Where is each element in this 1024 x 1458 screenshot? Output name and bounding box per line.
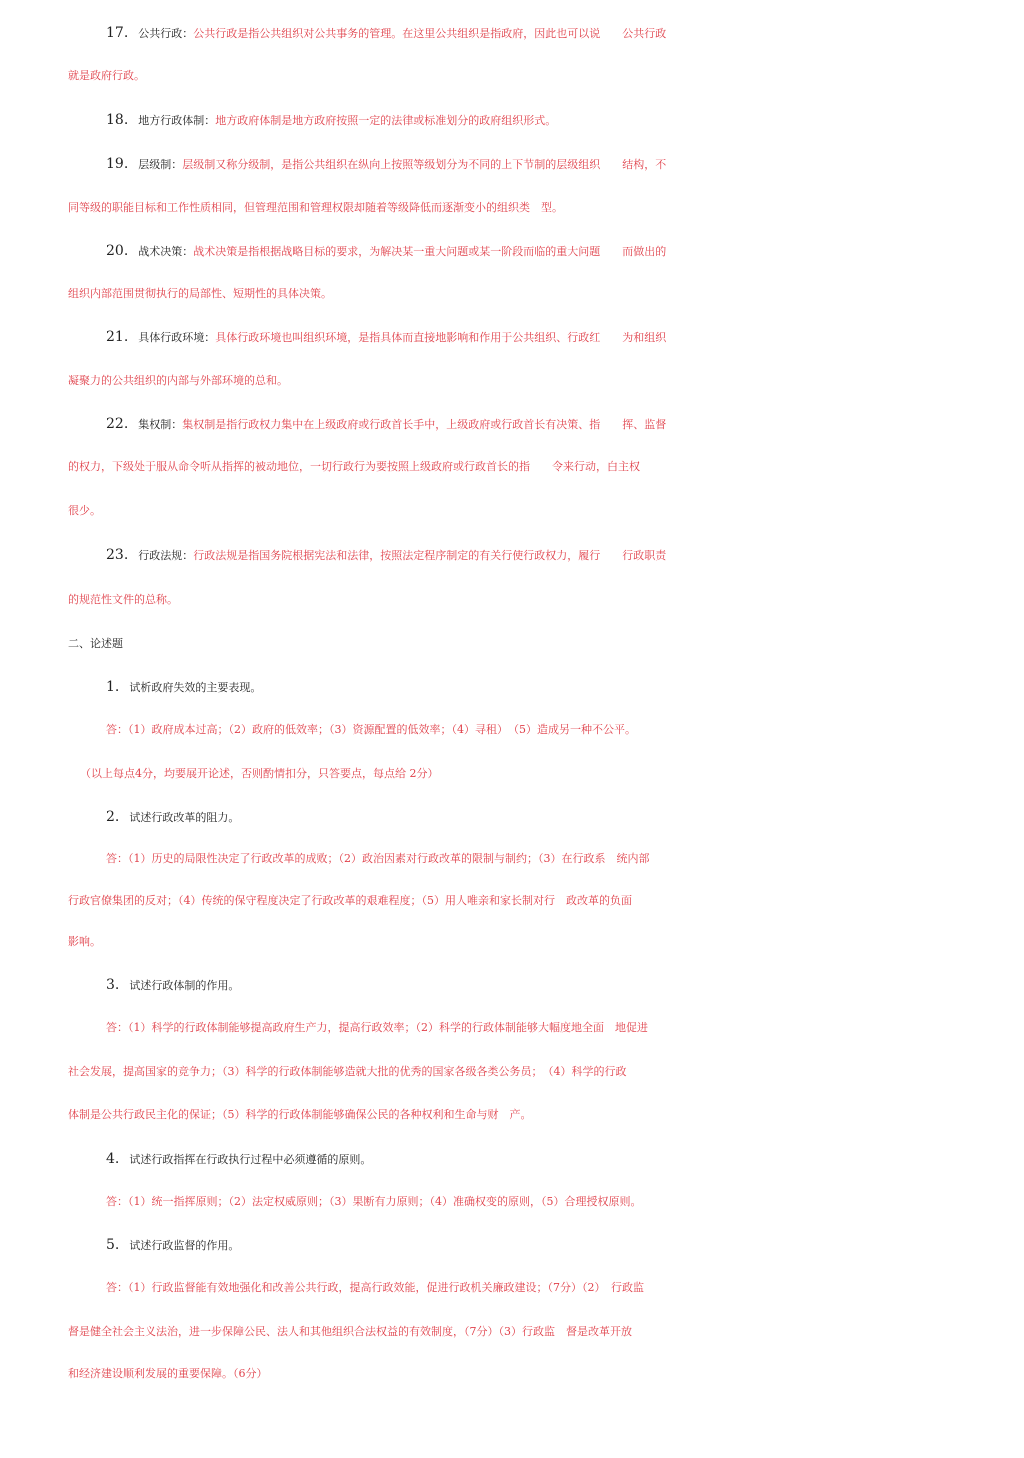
- question-text: 试析政府失效的主要表现。: [129, 681, 262, 694]
- definition-term: 地方行政体制：: [138, 114, 216, 127]
- definition-number: 23.: [106, 547, 129, 563]
- definition-number: 18.: [106, 112, 129, 128]
- question-text: 试述行政指挥在行政执行过程中必须遵循的原则。: [129, 1153, 372, 1166]
- question-5-answer-line3: 和经济建设顺利发展的重要保障。（6分）: [68, 1367, 268, 1380]
- question-2-answer-line2: 行政官僚集团的反对；（4）传统的保守程度决定了行政改革的艰难程度；（5）用人唯亲和家长制对行 政改革的负面: [68, 894, 632, 907]
- definition-number: 20.: [106, 243, 129, 259]
- definition-text: 战术决策是指根据战略目标的要求，为解决某一重大问题或某一阶段而临的重大问题 而做出的: [193, 245, 667, 258]
- question-3-answer-line1: 答：（1）科学的行政体制能够提高政府生产力，提高行政效率；（2）科学的行政体制能够大幅度地全面 地促进: [106, 1021, 648, 1034]
- definition-term: 层级制：: [138, 158, 183, 171]
- definition-21-line1: [0, 325, 1024, 349]
- definition-term: 集权制：: [138, 418, 183, 431]
- question-5: [0, 1233, 1024, 1257]
- definition-20-line2: 组织内部范围贯彻执行的局部性、短期性的具体决策。: [68, 287, 332, 300]
- question-2-answer-line1: 答：（1）历史的局限性决定了行政改革的成败；（2）政治因素对行政改革的限制与制约；（3）在行政系 统内部: [106, 852, 650, 865]
- definition-term: 战术决策：: [138, 245, 194, 258]
- definition-term: 公共行政：: [138, 27, 194, 40]
- definition-20-line1: [0, 239, 1024, 263]
- question-5-answer-line1: 答：（1）行政监督能有效地强化和改善公共行政，提高行政效能，促进行政机关廉政建设；（7分）（2） 行政监: [106, 1281, 644, 1294]
- question-1-answer-line2: （以上每点4分，均要展开论述，否则酌情扣分，只答要点，每点给 2分）: [80, 767, 439, 780]
- definition-19-line2: 同等级的职能目标和工作性质相同，但管理范围和管理权限却随着等级降低而逐渐变小的组织类 型。: [68, 201, 563, 214]
- question-5-answer-line2: 督是健全社会主义法治，进一步保障公民、法人和其他组织合法权益的有效制度，（7分）（3）行政监 督是改革开放: [68, 1325, 632, 1338]
- definition-18-line1: [0, 108, 1024, 132]
- definition-21-line2: 凝聚力的公共组织的内部与外部环境的总和。: [68, 374, 288, 387]
- question-2: [0, 805, 1024, 829]
- question-number: 4.: [106, 1151, 120, 1167]
- question-number: 1.: [106, 679, 120, 695]
- definition-text: 具体行政环境也叫组织环境，是指具体而直接地影响和作用于公共组织、行政红 为和组织: [215, 331, 667, 344]
- definition-23-line2: 的规范性文件的总称。: [68, 593, 178, 606]
- definition-text: 集权制是指行政权力集中在上级政府或行政首长手中，上级政府或行政首长有决策、指 挥、监督: [182, 418, 667, 431]
- question-number: 2.: [106, 809, 120, 825]
- question-text: 试述行政体制的作用。: [129, 979, 240, 992]
- question-number: 5.: [106, 1237, 120, 1253]
- section-heading: 二、论述题: [68, 637, 123, 650]
- question-1-answer-line1: 答：（1）政府成本过高；（2）政府的低效率；（3）资源配置的低效率；（4）寻租） （5）造成另一种不公平。: [106, 723, 636, 736]
- definition-term: 具体行政环境：: [138, 331, 216, 344]
- definition-17-line1: [0, 21, 1024, 45]
- question-text: 试述行政监督的作用。: [129, 1239, 240, 1252]
- definition-text: 层级制又称分级制，是指公共组织在纵向上按照等级划分为不同的上下节制的层级组织 结构，不: [182, 158, 667, 171]
- definition-number: 19.: [106, 156, 129, 172]
- definition-number: 22.: [106, 416, 129, 432]
- question-number: 3.: [106, 977, 120, 993]
- definition-term: 行政法规：: [138, 549, 194, 562]
- definition-23-line1: [0, 543, 1024, 567]
- question-3: [0, 973, 1024, 997]
- definition-text: 行政法规是指国务院根据宪法和法律，按照法定程序制定的有关行使行政权力，履行 行政职责: [193, 549, 667, 562]
- definition-17-line2: 就是政府行政。: [68, 69, 145, 82]
- question-3-answer-line3: 体制是公共行政民主化的保证；（5）科学的行政体制能够确保公民的各种权利和生命与财 产。: [68, 1108, 532, 1121]
- definition-number: 21.: [106, 329, 129, 345]
- question-2-answer-line3: 影响。: [68, 935, 101, 948]
- definition-number: 17.: [106, 25, 129, 41]
- definition-22-line3: 很少。: [68, 504, 101, 517]
- question-4-answer-line1: 答：（1）统一指挥原则；（2）法定权威原则；（3）果断有力原则；（4）准确权变的原则，（5）合理授权原则。: [106, 1195, 642, 1208]
- question-4: [0, 1147, 1024, 1171]
- definition-text: 公共行政是指公共组织对公共事务的管理。在这里公共组织是指政府，因此也可以说 公共行政: [193, 27, 667, 40]
- definition-19-line1: [0, 152, 1024, 176]
- question-text: 试述行政改革的阻力。: [129, 811, 240, 824]
- definition-text: 地方政府体制是地方政府按照一定的法律或标准划分的政府组织形式。: [215, 114, 557, 127]
- question-1: [0, 675, 1024, 699]
- definition-22-line1: [0, 412, 1024, 436]
- definition-22-line2: 的权力，下级处于服从命令听从指挥的被动地位，一切行政行为要按照上级政府或行政首长的指 令来行动，白主权: [68, 460, 640, 473]
- question-3-answer-line2: 社会发展，提高国家的竞争力；（3）科学的行政体制能够造就大批的优秀的国家各级各类公务员； （4）科学的行政: [68, 1065, 627, 1078]
